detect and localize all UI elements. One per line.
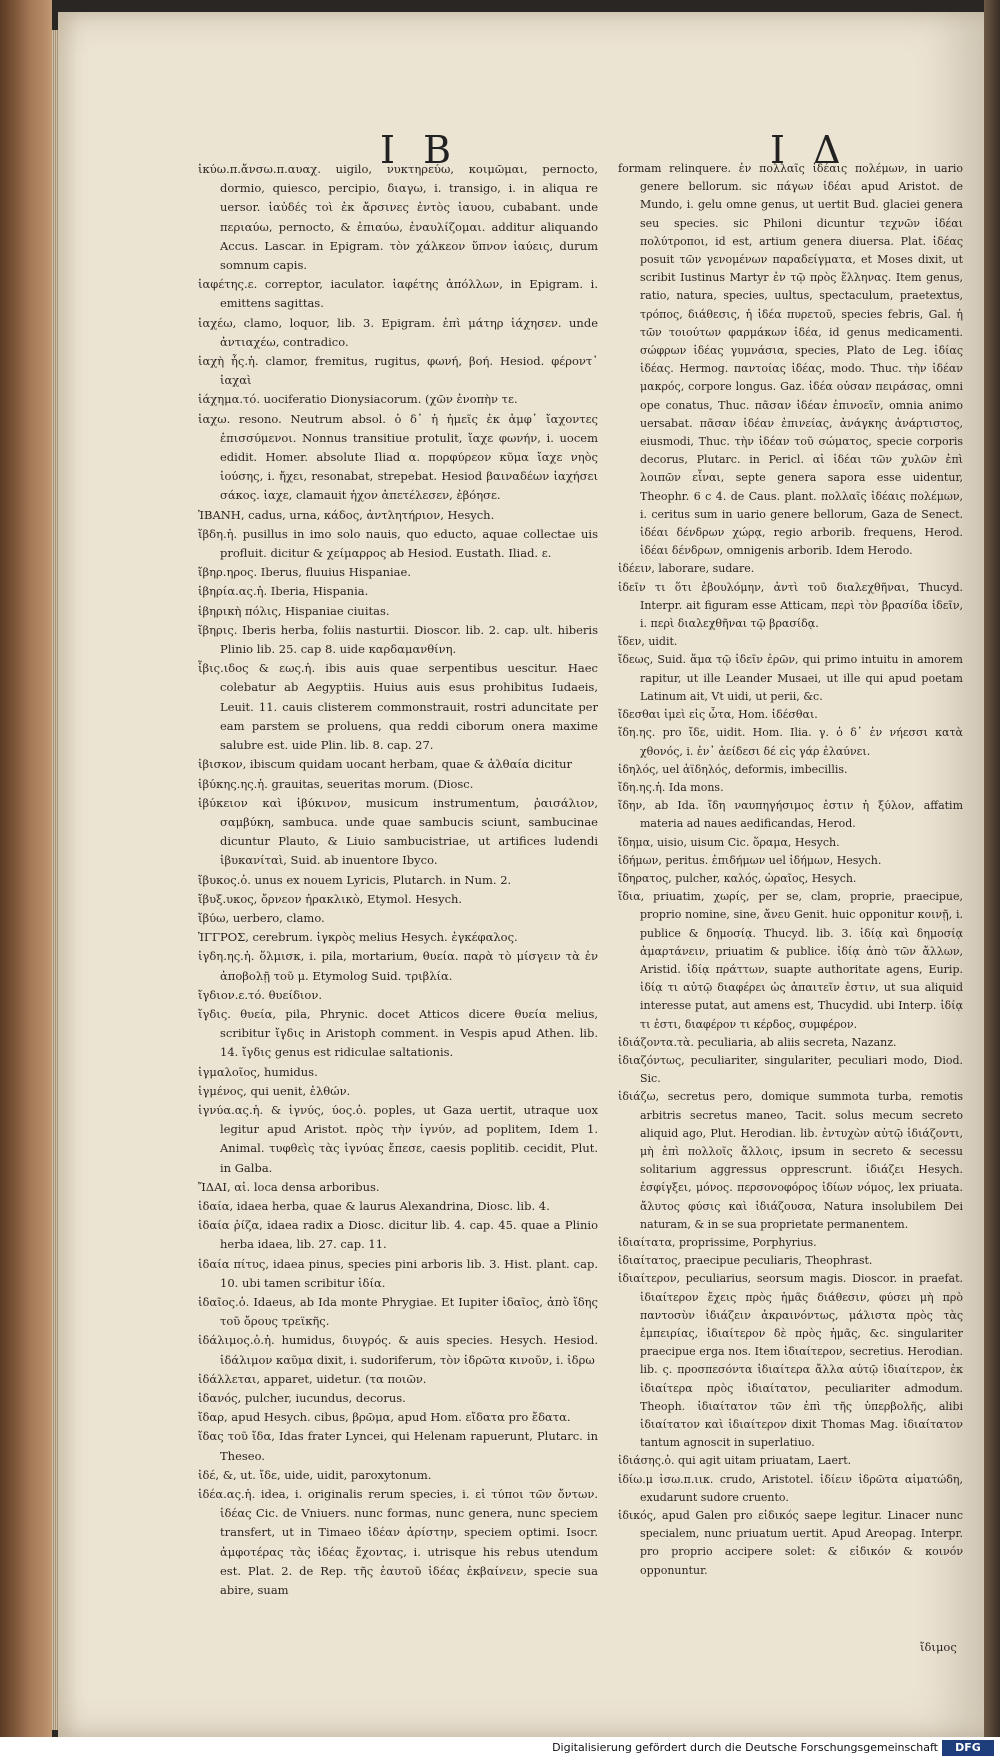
dictionary-entry: ἰδίω.μ ἰσω.π.ιικ. crudo, Aristotel. ἰδίειν ἱδρῶτα αἱματώδη, exudarunt sudore cruento. [618,1472,963,1504]
dictionary-entry: ἴδαρ, apud Hesych. cibus, βρῶμα, apud Hom. εἴδατα pro ἔδατα. [198,1410,571,1425]
dictionary-entry: ἼΔΑΙ, αἱ. loca densa arboribus. [198,1179,380,1194]
dictionary-entry: ἴβύω, uerbero, clamo. [198,910,325,925]
dictionary-entry: ἰγμαλοῖος, humidus. [198,1064,318,1079]
dictionary-entry: formam relinquere. ἐν πολλαῖς ἰδέαις πολέμων, in uario genere bellorum. sic πάγων ἰδέαι apud Aristot. de Mundo, i. gelu omne genus, ut uertit Bud. glaciei genera seu species. sic Philoni dicuntur τεχνῶν ἰδέαι πολύτροποι, id est, artium genera diuersa. Plat. ἰδέας posuit τῶν γενομένων παραδείγματα, et Moses dixit, ut scribit Iustinus Martyr ἐν τῷ πρὸς ἕλληνας. Item genus, ratio, natura, species, uultus, spectaculum, praetextus, τρόπος, διάθεσις, ἡ ἰδέα πυρετοῦ, species febris, Gal. ἡ τῶν τοιούτων φαρμάκων ἰδέα, id genus medicamenti. σώφρων ἰδέας γυμνάσια, species, Plato de Leg. ἰδίας ἰδέας. Hermog. παντοίας ἰδέας, modo. Thuc. τὴν ἰδέαν μακρός, corpore longus. Gaz. ἰδέα οὐσαν πειράσας, omni ope conatus, Thuc. πᾶσαν ἰδέαν ἐπινοεῖν, omnia animo uersabat. πᾶσαν ἰδέαν ἐπινείας, ἀνάγκης ἀνάρτιστος, eiusmodi, Thuc. τὴν ἰδέαν τοῦ σώματος, specie corporis decorus, Plutarc. in Pericl. αἱ ἰδέαι τῶν χυλῶν ἐπὶ λοιπῶν εἶναι, septe genera sapora esse uidentur, Theophr. 6 c 4. de Caus. plant. πολλαῖς ἰδέαις πολέμων, i. ceritus sum in uario genere bellorum, Gaza de Senect. ἰδέαι δένδρων χώρᾳ, regio arborib. frequens, Herod. ἰδέαι δένδρων, omnigenis arborib. Idem Herodo. [618,162,963,558]
dictionary-entry: ἰγδη.ης.ἡ. ὅλμισκ, i. pila, mortarium, θυεία. παρὰ τὸ μίσγειν τὰ ἐν ἀποβολῇ τοῦ μ. Etymolog Suid. τριβλία. [198,949,598,983]
running-head-left: I B [380,128,460,172]
dictionary-entry: ἰδιάζω, secretus pero, domique summota turba, remotis arbitris secretus maneo, Tacit. solus mecum secreto aliquid ago, Plut. Herodian. lib. ἐντυχὼν αὐτῷ ἰδιάζοντι, μὴ ἐπὶ πολλοῖς ἄλλοις, ipsum in secreto & secessu solitarium aggressus opprescrunt. ἰδιάζει Hesych. ἐσφίγξει, μόνος. περσονοφόρος ἰδίων νόμος, lex priuata. ἄλυτος φύσις καὶ ἰδιάζουσα, Natura insolubilem Dei naturam, & in se sua proprietate permanentem. [618,1090,963,1231]
dictionary-entry: ἰβύκης.ης.ἡ. grauitas, seueritas morum. (Diosc. [198,776,474,791]
dictionary-entry: ἴβηρις. Iberis herba, foliis nasturtii. Dioscor. lib. 2. cap. ult. hiberis Plinio lib. 25. cap 8. uide καρδαμανθίνη. [198,622,598,657]
dictionary-entry: ἰβισκον, ibiscum quidam uocant herbam, quae & ἀλθαία dicitur [198,757,572,772]
dictionary-entry: ἴδια, priuatim, χωρίς, per se, clam, proprie, praecipue, proprio nomine, sine, ἄνευ Genit. huic opponitur κοινῇ, i. publice & δημοσίᾳ. Thucyd. lib. 3. ἰδίᾳ καὶ δημοσίᾳ ἁμαρτάνειν, priuatim & publice. ἰδίᾳ ἀπὸ τῶν ἄλλων, Aristid. ἰδίᾳ πράττων, suapte authoritate agens, Eurip. ἰδίᾳ τι αὐτῷ διαφέρει ὡς ἀπαιτεῖν ἐστιν, ut sua aliquid interesse putat, aut amens est, Thucydid. ubi Interp. ἰδίᾳ τι ἐστι, διαφέρον τι κέρδος, συμφέρον. [618,890,963,1031]
dictionary-entry: ἰβηρία.ας.ἡ. Iberia, Hispania. [198,584,369,599]
dictionary-entry: ἰδηλός, uel ἀϊδηλός, deformis, imbecillis. [618,762,848,776]
dictionary-entry: ἰδήμων, peritus. ἐπιδήμων uel ἰδήμων, Hesych. [618,853,882,867]
dictionary-entry: ἴγδιον.ε.τό. θυείδιον. [198,987,322,1002]
dictionary-entry: ἰδάλλεται, apparet, uidetur. (τα ποιῶν. [198,1371,427,1386]
dictionary-entry: ἴδην, ab Ida. ἴδη ναυπηγήσιμος ἐστιν ἡ ξύλον, affatim materia ad naues aedificandas, Herod. [618,799,963,831]
dictionary-entry: ἴβυκος.ὁ. unus ex nouem Lyricis, Plutarch. in Num. 2. [198,872,512,887]
dictionary-entry: ἰδιαίτερον, peculiarius, seorsum magis. Dioscor. in praefat. ἰδιαίτερον ἔχεις πρὸς ἡμᾶς διάθεσιν, φύσει μὴ πρὸ παντοσὺν ἰδιάζειν ἀκραινόντως, μάλιστα πρὸς τὰς ἐμπειρίας, ἰδιαίτερον δὲ πρὸς ἡμᾶς, &c. singulariter praecipue erga nos. Item ἰδιαίτερον, secretius. Herodian. lib. ς. προσπεσόντα ἰδιαίτερα ἄλλα αὐτῷ ἰδιαίτερον, ἐκ ἰδιαίτερα πρὸς ἰδιαίτατον, peculiariter admodum. Theoph. ἰδιαίτατον τῶν ἐπὶ τῆς ὑπερβολῆς, alibi ἰδιαίτατον καὶ ἰδιαίτερον dixit Thomas Mag. ἰδιαίτατον tantum agnoscit in superlatiuo. [618,1272,963,1450]
dictionary-entry: ἰδαία πίτυς, idaea pinus, species pini arboris lib. 3. Hist. plant. cap. 10. ubi tamen scribitur ἰδία. [198,1256,598,1290]
dictionary-entry: ἴδη.ης.ἡ. Ida mons. [618,780,724,794]
dictionary-entry: ἰδέα.ας.ἡ. idea, i. originalis rerum species, i. εἰ τύποι τῶν ὄντων. ἰδέας Cic. de Vniuers. nunc formas, nunc genera, nunc speciem transfert, ut in Timaeo ἰδέαν ἀρίστην, speciem optimi. Isocr. ἀμφοτέρας τὰς ἰδέας ἔχοντας, i. utrisque his rebus utendum est. Plat. 2. de Rep. τῆς ἑαυτοῦ ἰδέας ἐκβαίνειν, specie sua abire, suam [198,1487,598,1598]
dictionary-entry: ἰδιάσης.ὁ. qui agit uitam priuatam, Laert. [618,1454,852,1468]
dictionary-entry: ἰάχημα.τό. uociferatio Dionysiacorum. (χῶν ἐνοπὴν τε. [198,392,518,407]
dictionary-entry: ἰκύω.π.ἄνσω.π.αυαχ. uigilo, νυκτηρεύω, κοιμῶμαι, pernocto, dormio, quiesco, percipio, διαγω, i. transigo, i. in aliqua re uersor. ἰαὐδές τοὶ ἐκ ἄρσινες ἐντὸς ἰαυου, cubabant. unde περιαύω, pernocto, & ἐπιαύω, ἐναυλίζομαι. additur aliquando Accus. Lascar. in Epigram. τὸν χάλκεον ὕπνον ἰαύεις, durum somnum capis. [198,162,598,273]
dictionary-entry: ἰαχὴ ἧς.ἡ. clamor, fremitus, rugitus, φωνή, βοή. Hesiod. φέροντ᾽ ἰαχαὶ [198,354,598,388]
catchword: ἴδιμος [920,1640,957,1654]
dictionary-entry: ἰαφέτης.ε. correptor, iaculator. ἰαφέτης ἀπόλλων, in Epigram. i. emittens sagittas. [198,277,598,311]
running-head-right: I Δ [770,128,849,172]
dictionary-entry: ἴδηρατος, pulcher, καλός, ὡραῖος, Hesych. [618,871,857,885]
dictionary-entry: ἰαχω. resono. Neutrum absol. ὁ δ᾽ ἡ ἡμεῖς ἐκ ἀμφ᾽ ἴαχοντες ἐπισσύμενοι. Nonnus transitiue protulit, ἴαχε φωνήν, i. uocem edidit. Homer. absolute Iliad α. πορφύρεον κῦμα ἴαχε νηὸς ἰούσης, i. ἤχει, resonabat, strepebat. Hesiod βαιναδέων ἰαχήσει σάκος. ἰαχε, clamauit ἠχον ἀπετέλεσεν, ἐβόησε. [198,411,598,503]
dictionary-entry: ἰγμένος, qui uenit, ἐλθών. [198,1083,351,1098]
dictionary-entry: ἸΒΑΝΗ, cadus, urna, κάδος, ἀντλητήριον, Hesych. [198,507,495,522]
dictionary-entry: ἴδεως, Suid. ἅμα τῷ ἰδεῖν ἐρῶν, qui primo intuitu in amorem rapitur, ut ille Leander Musaei, ut ille qui apud poetam Latinum ait, Vt uidi, ut perii, &c. [618,653,963,703]
dictionary-entry: ἰγνύα.ας.ἡ. & ἰγνύς, ύος.ὁ. poples, ut Gaza uertit, utraque uox legitur apud Aristot. πρὸς τὴν ἰγνύν, ad poplitem, Idem 1. Animal. τυφθεὶς τὰς ἰγνύας ἔπεσε, caesis poplitib. cecidit, Plut. in Galba. [198,1102,598,1175]
dictionary-entry: ἰαχέω, clamo, loquor, lib. 3. Epigram. ἐπὶ μάτηρ ἰάχησεν. unde ἀντιαχέω, contradico. [198,315,598,349]
dictionary-entry: ἴδας τοῦ ἴδα, Idas frater Lyncei, qui Helenam rapuerunt, Plutarc. in Theseo. [198,1429,598,1463]
dictionary-entry: ἰδιαίτατα, proprissime, Porphyrius. [618,1235,817,1249]
dictionary-entry: ἰδιάζοντα.τὰ. peculiaria, ab aliis secreta, Nazanz. [618,1035,897,1049]
dictionary-entry: ἴδεσθαι ἰμεὶ εἰς ὦτα, Hom. ἰδέσθαι. [618,708,818,722]
dictionary-entry: ἰβύκειον καὶ ἰβύκινον, musicum instrumentum, ῥαισάλιον, σαμβύκη, sambuca. unde quae sambucis sciunt, sambucinae dicuntur Plauto, & Liuio sambucistriae, ut artifices ludendi ἰβυκανίταὶ, Suid. ab inuentore Ibyco. [198,795,598,868]
dictionary-entry: ἰδέ, &, ut. ἴδε, uide, uidit, paroxytonum. [198,1467,432,1482]
footer-credit: Digitalisierung gefördert durch die Deutsche Forschungsgemeinschaft [552,1741,938,1754]
book-spine [0,0,52,1759]
dictionary-entry: ἰδάλιμος.ὁ.ἡ. humidus, διυγρός. & auis species. Hesych. Hesiod. ἰδάλιμον καῦμα dixit, i. sudoriferum, τὸν ἱδρῶτα κινοῦν, i. ἰδρω [198,1333,598,1367]
dictionary-entry: ἶβις.ιδος & εως.ἡ. ibis auis quae serpentibus uescitur. Haec colebatur ab Aegyptiis. Huius auis esus prohibitus Iudaeis, Leuit. 11. cauis clisterem commonstrauit, rostri aduncitate per eam parstem se proluens, qua reddi ciborum onera maxime salubre est. uide Plin. lib. 8. cap. 27. [198,661,598,753]
dictionary-entry: ἴγδις. θυεία, pila, Phrynic. docet Atticos dicere θυεία melius, scribitur ἴγδις in Aristoph comment. in Vespis apud Athen. lib. 14. ἴγδις genus est ridiculae saltationis. [198,1006,598,1060]
right-page-edge [984,0,1000,1759]
dictionary-entry: ἴβυξ.υκος, ὄρνεον ἠρακλικὸ, Etymol. Hesych. [198,891,463,906]
dictionary-entry: ἰδιαζόντως, peculiariter, singulariter, peculiari modo, Diod. Sic. [618,1053,963,1086]
dictionary-entry: ἰβηρικὴ πόλις, Hispaniae ciuitas. [198,603,390,618]
dictionary-entry: ἴβδη.ἡ. pusillus in imo solo nauis, quo educto, aquae collectae uis profluit. dicitur & χείμαρρος ab Hesiod. Eustath. Iliad. ε. [198,526,598,561]
dictionary-entry: ἰδαῖος.ὁ. Idaeus, ab Ida monte Phrygiae. Et Iupiter ἰδαῖος, ἀπὸ ἴδης τοῦ ὄρους τρεϊκῆς. [198,1294,598,1329]
dictionary-entry: ἴδη.ης. pro ἴδε, uidit. Hom. Ilia. γ. ὁ δ᾽ ἐν νήεσσι κατὰ χθονός, i. ἐν᾽ ἀείδεσι δέ εἰς γάρ ἐλαύνει. [618,726,963,758]
right-column [618,160,963,1580]
dictionary-entry: ἰδέειν, laborare, sudare. [618,562,755,576]
dictionary-entry: ἴδημα, uisio, uisum Cic. ὅραμα, Hesych. [618,835,840,849]
dictionary-entry: ἴδεν, uidit. [618,635,678,649]
dictionary-entry: ἰδεῖν τι ὅτι ἐβουλόμην, ἀντὶ τοῦ διαλεχθῆναι, Thucyd. Interpr. ait figuram esse Atticam, περὶ τὸν βρασίδα ἰδεῖν, i. περὶ διαλεχθῆναι τῷ βρασίδᾳ. [618,580,963,631]
dictionary-entry: ἰδιαίτατος, praecipue peculiaris, Theophrast. [618,1254,873,1268]
dfg-logo: DFG [942,1740,994,1756]
left-column [198,160,598,1600]
dictionary-entry: ἰδαία, idaea herba, quae & laurus Alexandrina, Diosc. lib. 4. [198,1198,550,1213]
dictionary-entry: ἰδανός, pulcher, iucundus, decorus. [198,1391,406,1405]
dictionary-entry: ἰδαία ῥίζα, idaea radix a Diosc. dicitur lib. 4. cap. 45. quae a Plinio herba idaea, lib. 27. cap. 11. [198,1218,598,1252]
dictionary-entry: ἴβηρ.ηρος. Iberus, fluuius Hispaniae. [198,565,411,580]
dictionary-entry: ἰδικός, apud Galen pro εἰδικός saepe legitur. Linacer nunc specialem, nunc priuatum uertit. Apud Areopag. Interpr. pro proprio accipere solet: & εἰδικόν & κοινόν opponuntur. [618,1509,963,1577]
dictionary-entry: ἸΓΓΡΟΣ, cerebrum. ἰγκρὸς melius Hesych. ἐγκέφαλος. [198,930,518,945]
